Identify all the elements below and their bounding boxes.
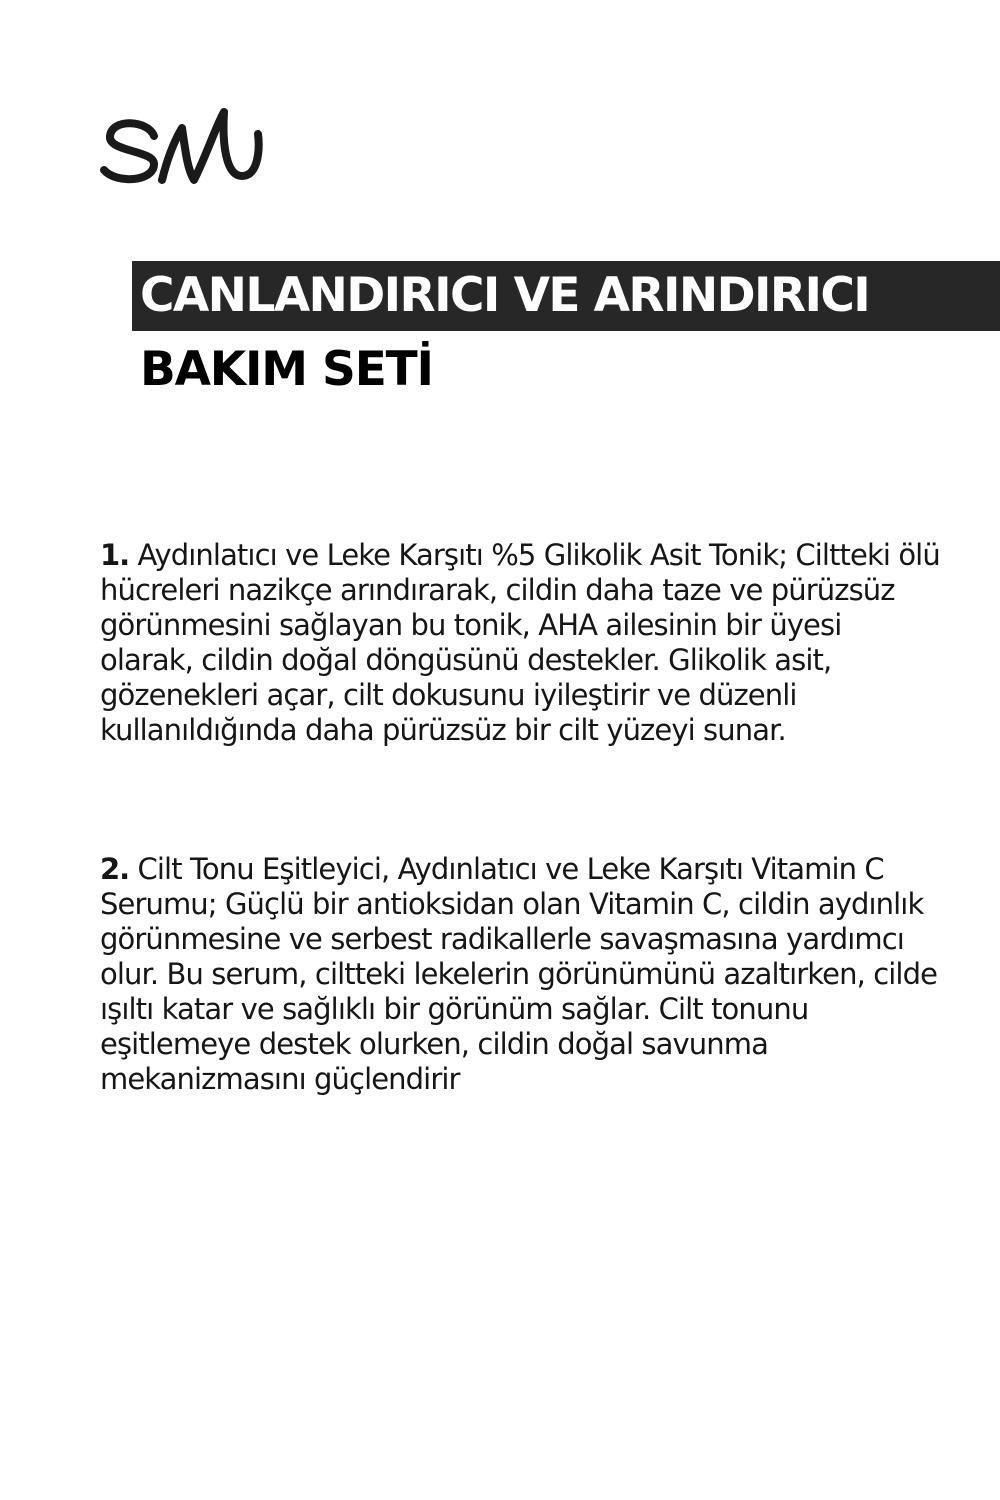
item-text: Aydınlatıcı ve Leke Karşıtı %5 Glikolik Asit Tonik; Ciltteki ölü hücreleri nazikçe arındırarak, cildin daha taze ve pürüzsüz görünmesini sağlayan bu tonik, AHA ailesinin bir üyesi olarak, cildin doğal döngüsünü destekler. Glikolik asit, gözenekleri açar, cilt dokusunu iyileştirir ve düzenli kullanıldığında daha pürüzsüz bir cilt yüzeyi sunar. (100, 538, 940, 747)
product-description-2 (100, 852, 940, 1097)
brand-logo (96, 98, 268, 190)
item-number: 2. (100, 852, 130, 886)
page-title-line-2: BAKIM SETİ (140, 342, 433, 397)
page-title-line-1: CANLANDIRICI VE ARINDIRICI (140, 268, 870, 323)
item-number: 1. (100, 538, 130, 572)
product-description-1 (100, 538, 940, 748)
item-text: Cilt Tonu Eşitleyici, Aydınlatıcı ve Leke Karşıtı Vitamin C Serumu; Güçlü bir antioksidan olan Vitamin C, cildin aydınlık görünmesine ve serbest radikallerle savaşmasına yardımcı olur. Bu serum, ciltteki lekelerin görünümünü azaltırken, cilde ışıltı katar ve sağlıklı bir görünüm sağlar. Cilt tonunu eşitlemeye destek olurken, cildin doğal savunma mekanizmasını güçlendirir (100, 852, 938, 1096)
